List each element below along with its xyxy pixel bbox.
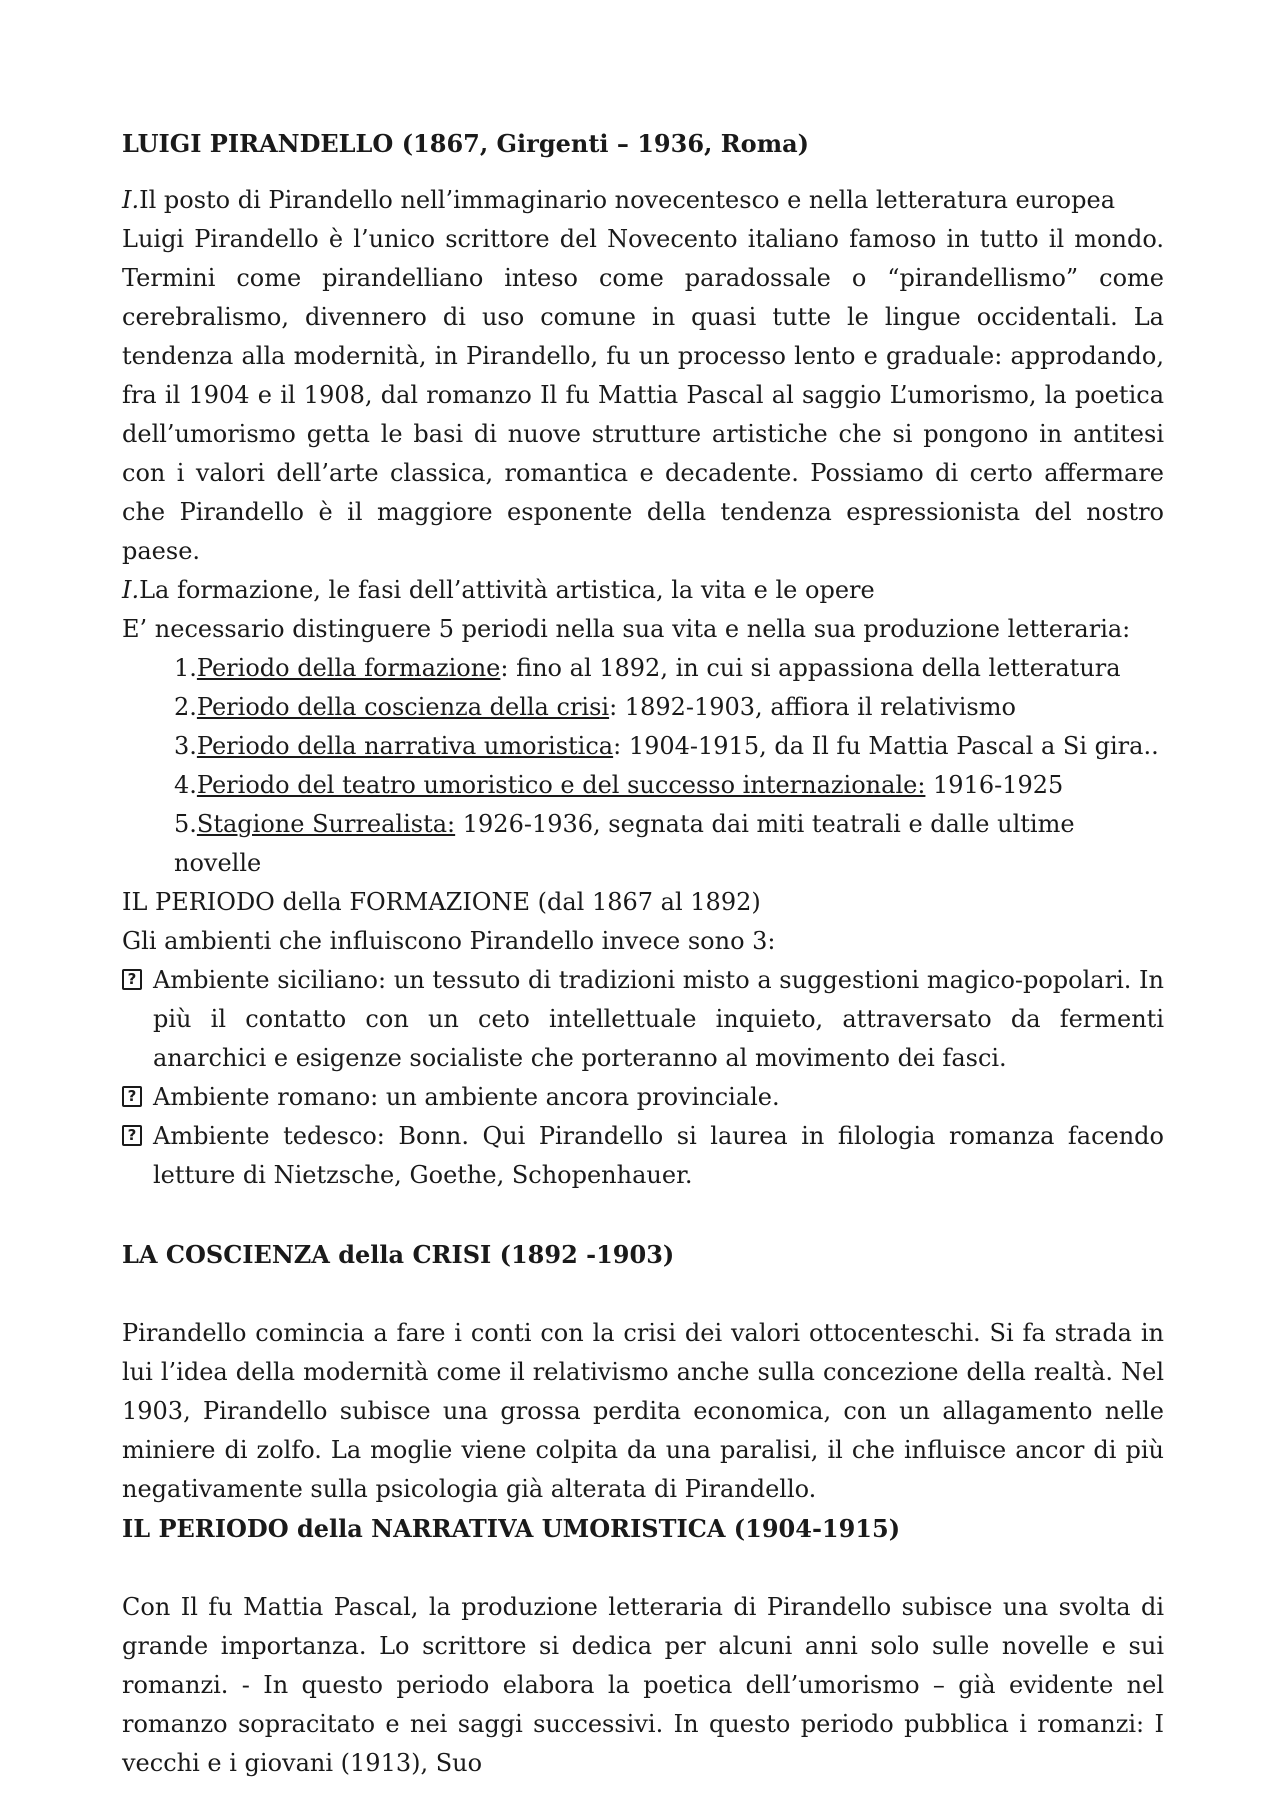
- narrativa-paragraph: Con Il fu Mattia Pascal, la produzione letteraria di Pirandello subisce una svolta di grande importanza. Lo scrittore si dedica per alcuni anni solo sulle novelle e sui romanzi. - In questo periodo elabora la poetica dell’umorismo – già evidente nel romanzo sopracitato e nei saggi successivi. In questo periodo pubblica i romanzi: I vecchi e i giovani (1913), Suo: [122, 1593, 1164, 1777]
- list-item: [174, 766, 1164, 805]
- list-item-number: 4.: [174, 771, 197, 799]
- list-item: [174, 727, 1164, 766]
- environment-text: Ambiente siciliano: un tessuto di tradizioni misto a suggestioni magico-popolari. In più il contatto con un ceto intellettuale inquieto, attraversato da fermenti anarchici e esigenze socialiste che porteranno al movimento dei fasci.: [153, 966, 1164, 1072]
- environments-list: [122, 961, 1164, 1195]
- list-item: [174, 688, 1164, 727]
- crisi-paragraph: Pirandello comincia a fare i conti con la crisi dei valori ottocenteschi. Si fa strada in lui l’idea della modernità come il relativismo anche sulla concezione della realtà. Nel 1903, Pirandello subisce una grossa perdita economica, con un allagamento nelle miniere di zolfo. La moglie viene colpita da una paralisi, il che influisce ancor di più negativamente sulla psicologia già alterata di Pirandello.: [122, 1319, 1164, 1503]
- period-detail: : 1904-1915, da Il fu Mattia Pascal a Si gira..: [613, 732, 1159, 760]
- section1-heading-text: Il posto di Pirandello nell’immaginario novecentesco e nella letteratura europea: [139, 186, 1115, 214]
- section2-numeral: I.: [122, 576, 140, 604]
- period-label: Stagione Surrealista:: [196, 810, 456, 838]
- period-detail: : 1892-1903, affiora il relativismo: [609, 693, 1016, 721]
- section1-heading: [122, 181, 1164, 220]
- list-item-number: 2.: [174, 693, 197, 721]
- list-item: [122, 1117, 1164, 1195]
- period-label: Periodo della narrativa umoristica: [196, 732, 614, 760]
- list-item: [174, 805, 1164, 883]
- periods-list: [122, 649, 1164, 883]
- list-item-number: 5.: [174, 810, 197, 838]
- list-item: [174, 649, 1164, 688]
- environment-text: Ambiente tedesco: Bonn. Qui Pirandello si laurea in filologia romanza facendo letture di Nietzsche, Goethe, Schopenhauer.: [153, 1122, 1164, 1189]
- section1-numeral: I.: [122, 186, 140, 214]
- list-item-number: 1.: [174, 654, 197, 682]
- formazione-heading: IL PERIODO della FORMAZIONE (dal 1867 al 1892): [122, 888, 761, 916]
- document-title: LUIGI PIRANDELLO (1867, Girgenti – 1936, Roma): [122, 129, 809, 158]
- missing-glyph-icon: ?: [122, 1125, 142, 1146]
- missing-glyph-icon: ?: [122, 969, 142, 990]
- crisi-heading: LA COSCIENZA della CRISI (1892 -1903): [122, 1240, 675, 1269]
- list-item: [122, 961, 1164, 1078]
- narrativa-heading: IL PERIODO della NARRATIVA UMORISTICA (1904-1915): [122, 1514, 901, 1543]
- section2-intro: E’ necessario distinguere 5 periodi nella sua vita e nella sua produzione letteraria:: [122, 615, 1131, 643]
- period-label: Periodo della coscienza della crisi: [196, 693, 610, 721]
- section1-paragraph: Luigi Pirandello è l’unico scrittore del Novecento italiano famoso in tutto il mondo. Termini come pirandelliano inteso come paradossale o “pirandellismo” come cerebralismo, divennero di uso comune in quasi tutte le lingue occidentali. La tendenza alla modernità, in Pirandello, fu un processo lento e graduale: approdando, fra il 1904 e il 1908, dal romanzo Il fu Mattia Pascal al saggio L’umorismo, la poetica dell’umorismo getta le basi di nuove strutture artistiche che si pongono in antitesi con i valori dell’arte classica, romantica e decadente. Possiamo di certo affermare che Pirandello è il maggiore esponente della tendenza espressionista del nostro paese.: [122, 225, 1164, 565]
- missing-glyph-icon: ?: [122, 1086, 142, 1107]
- formazione-intro: Gli ambienti che influiscono Pirandello invece sono 3:: [122, 927, 776, 955]
- section2-heading: [122, 571, 1164, 610]
- list-item: [122, 1078, 1164, 1117]
- list-item-number: 3.: [174, 732, 197, 760]
- period-label: Periodo del teatro umoristico e del successo internazionale:: [196, 771, 926, 799]
- environment-text: Ambiente romano: un ambiente ancora provinciale.: [153, 1083, 780, 1111]
- period-detail: : fino al 1892, in cui si appassiona della letteratura: [500, 654, 1121, 682]
- period-detail: 1926-1936, segnata dai miti teatrali e dalle ultime novelle: [174, 810, 1075, 877]
- section2-heading-text: La formazione, le fasi dell’attività artistica, la vita e le opere: [139, 576, 875, 604]
- period-detail: 1916-1925: [925, 771, 1064, 799]
- period-label: Periodo della formazione: [196, 654, 501, 682]
